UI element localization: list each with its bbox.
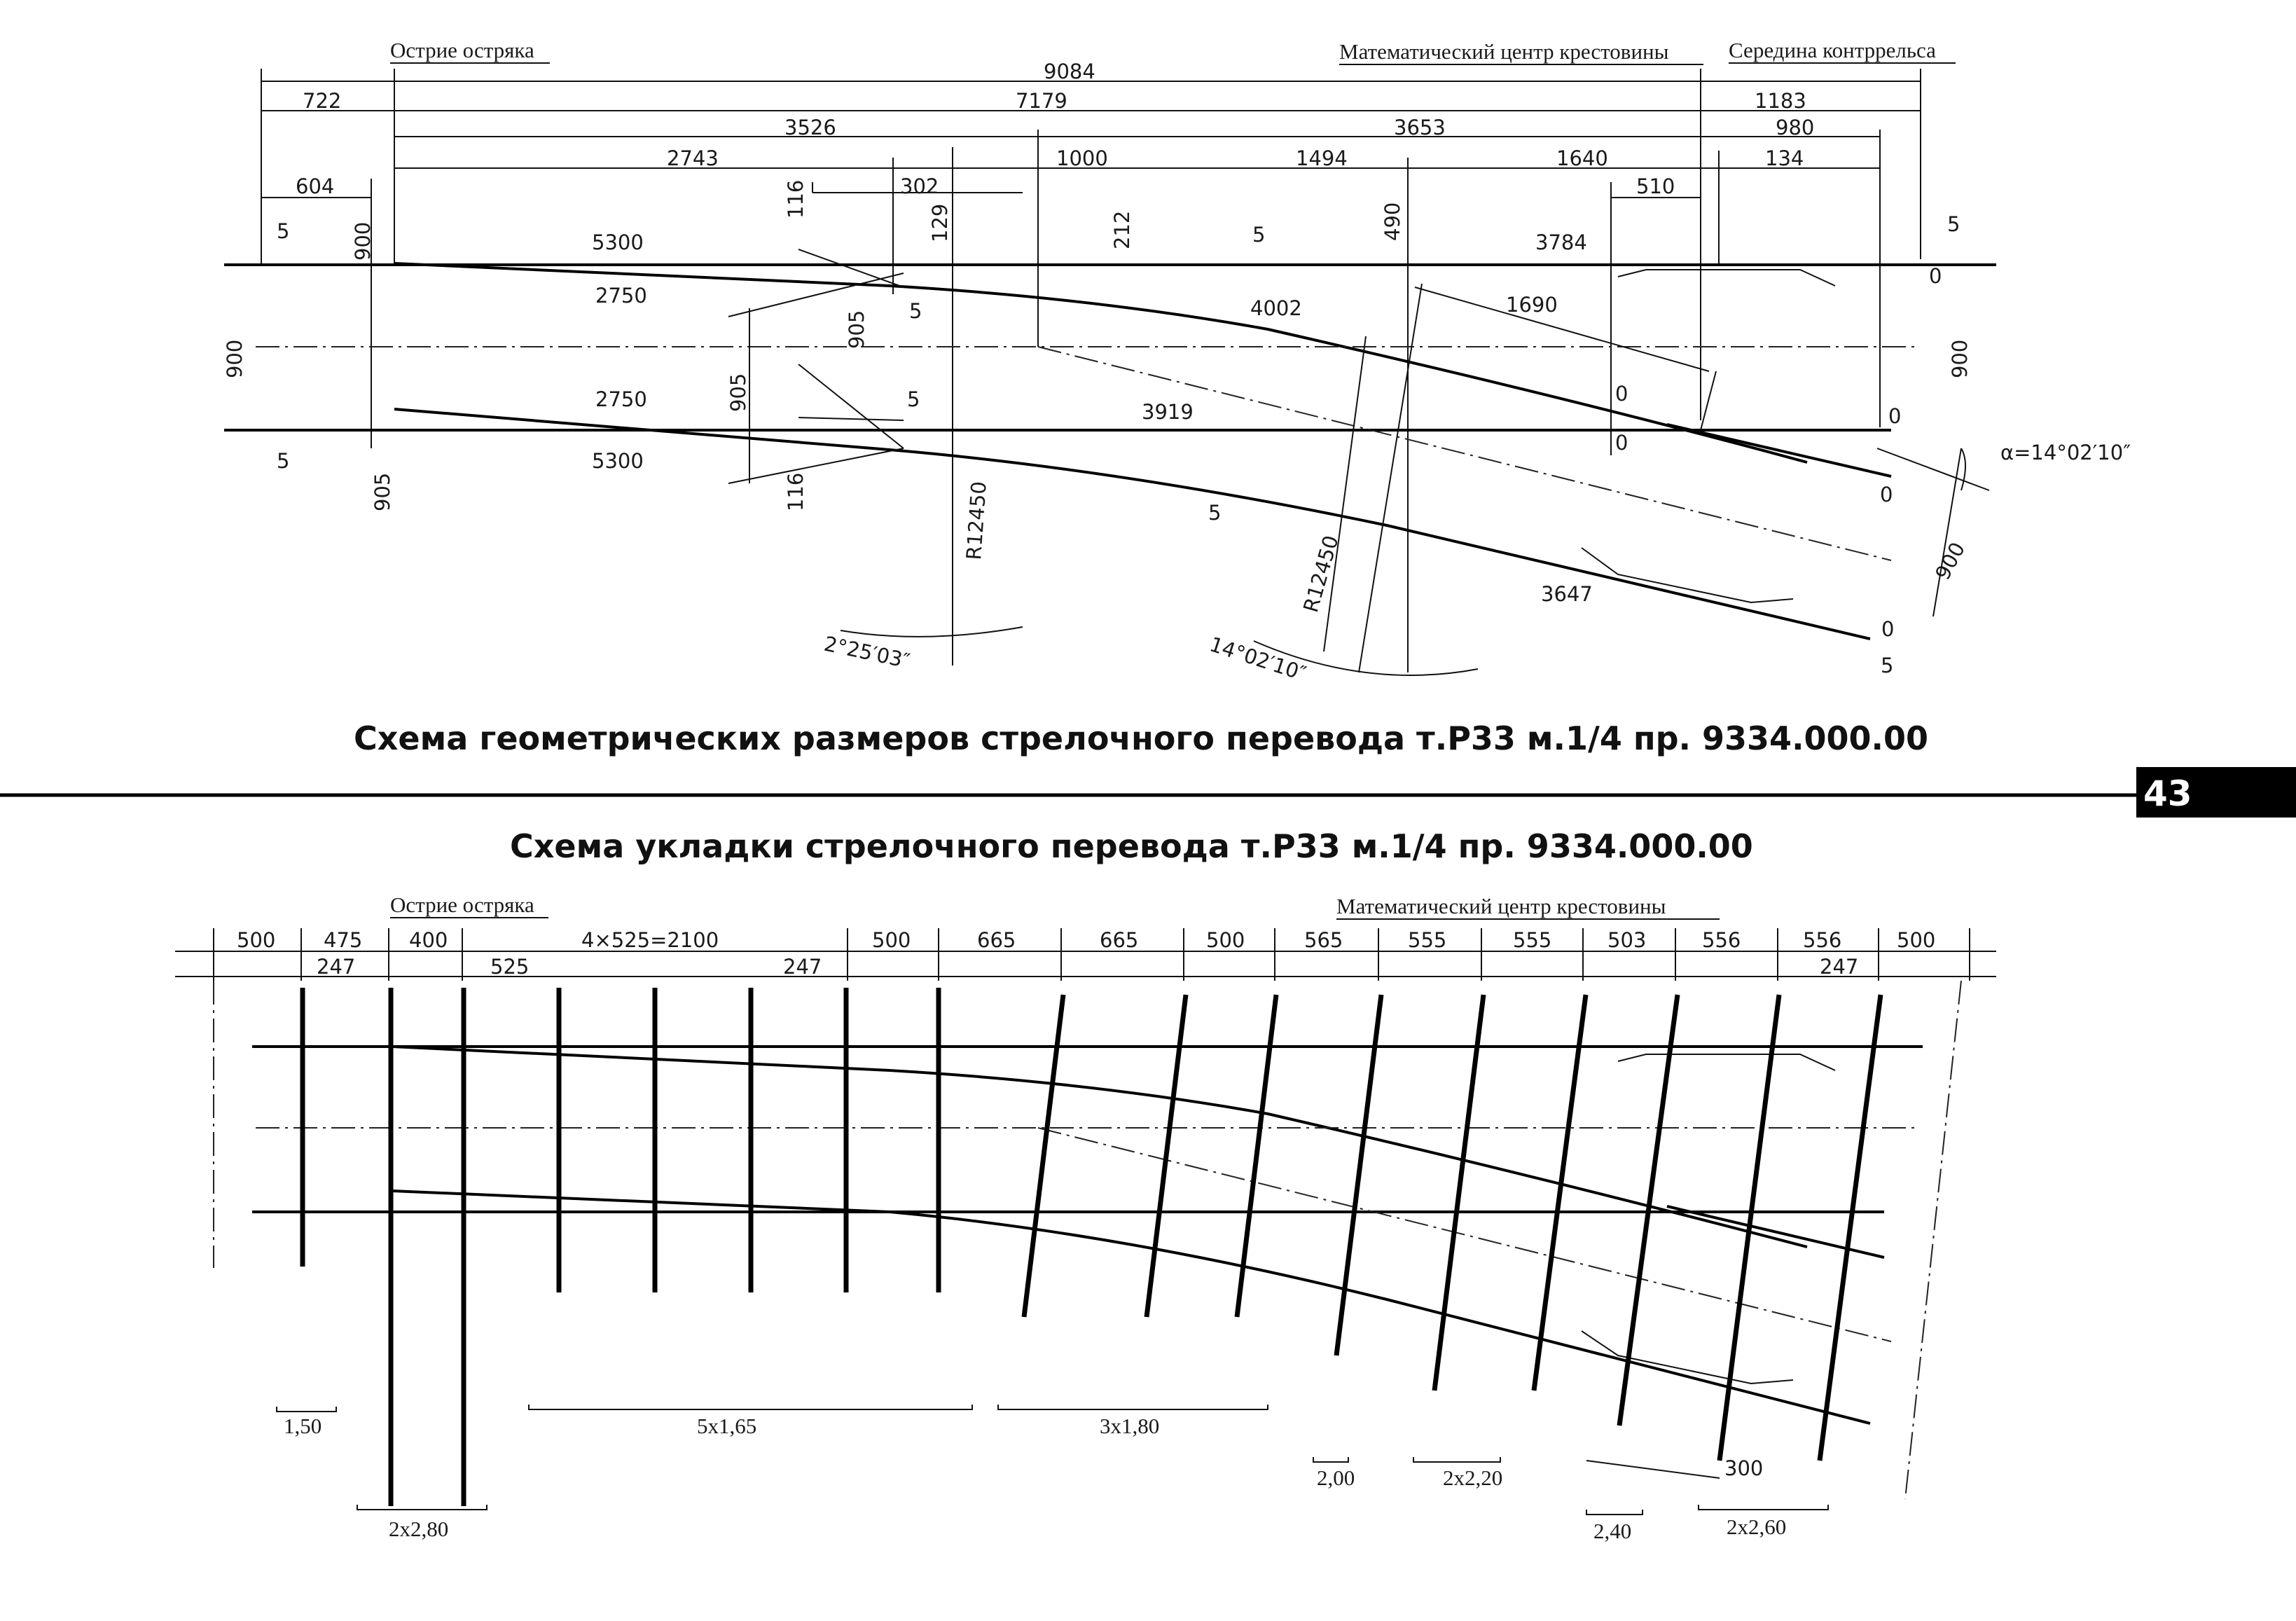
- svg-text:665: 665: [1100, 928, 1139, 952]
- svg-text:500: 500: [1897, 928, 1936, 952]
- svg-text:247: 247: [1820, 955, 1859, 979]
- svg-text:556: 556: [1702, 928, 1741, 952]
- svg-text:0: 0: [1615, 431, 1628, 455]
- svg-text:302: 302: [900, 174, 939, 198]
- rails-layout: [252, 1047, 1923, 1423]
- svg-text:247: 247: [317, 955, 356, 979]
- svg-text:R12450: R12450: [1299, 532, 1343, 615]
- label-switch-point-2: Острие остряка: [390, 892, 534, 917]
- svg-text:0: 0: [1888, 404, 1902, 428]
- svg-text:2750: 2750: [595, 387, 647, 411]
- svg-text:5: 5: [277, 449, 290, 473]
- svg-text:555: 555: [1408, 928, 1447, 952]
- svg-text:5: 5: [909, 299, 922, 323]
- svg-text:5: 5: [1881, 654, 1894, 677]
- svg-text:1183: 1183: [1755, 89, 1806, 113]
- sleeper: [1534, 995, 1586, 1391]
- svg-text:1640: 1640: [1556, 146, 1608, 170]
- svg-text:5: 5: [1947, 212, 1960, 236]
- sleeper: [1336, 995, 1381, 1356]
- svg-text:9084: 9084: [1044, 60, 1095, 83]
- svg-text:565: 565: [1304, 928, 1343, 952]
- svg-text:556: 556: [1803, 928, 1842, 952]
- svg-text:3526: 3526: [784, 116, 836, 139]
- sleepers: [303, 988, 1881, 1506]
- svg-text:905: 905: [371, 472, 394, 511]
- sleeper-group-brackets: [277, 1405, 1828, 1515]
- svg-text:5300: 5300: [592, 230, 644, 254]
- sleeper: [1434, 995, 1484, 1391]
- title-geometry: Схема геометрических размеров стрелочного перевода т.Р33 м.1/4 пр. 9334.000.00: [354, 719, 1929, 757]
- svg-text:3784: 3784: [1535, 230, 1587, 254]
- dimension-texts: [223, 60, 2131, 686]
- svg-text:503: 503: [1607, 928, 1647, 952]
- svg-text:905: 905: [726, 373, 750, 412]
- label-frog-center-2: Математический центр крестовины: [1336, 894, 1666, 918]
- svg-text:5: 5: [277, 219, 290, 243]
- svg-text:247: 247: [783, 955, 822, 979]
- svg-text:2x2,60: 2x2,60: [1727, 1515, 1787, 1539]
- svg-text:1000: 1000: [1056, 146, 1108, 170]
- geometry-diagram: [223, 38, 2131, 757]
- label-switch-point: Острие остряка: [390, 38, 534, 62]
- svg-text:1,50: 1,50: [284, 1414, 322, 1438]
- svg-text:5: 5: [1208, 501, 1222, 525]
- axis-diverging: [1038, 347, 1891, 560]
- svg-text:525: 525: [490, 955, 530, 979]
- svg-text:116: 116: [784, 472, 808, 511]
- svg-text:R12450: R12450: [962, 480, 991, 561]
- svg-text:490: 490: [1381, 202, 1404, 241]
- svg-text:0: 0: [1881, 617, 1895, 641]
- rails: [224, 263, 1996, 639]
- svg-text:1494: 1494: [1296, 146, 1348, 170]
- svg-text:4×525=2100: 4×525=2100: [581, 928, 719, 952]
- title-layout: Схема укладки стрелочного перевода т.Р33 м.1/4 пр. 9334.000.00: [510, 827, 1753, 865]
- svg-text:129: 129: [928, 203, 952, 242]
- svg-text:500: 500: [1206, 928, 1245, 952]
- svg-text:0: 0: [1929, 264, 1942, 288]
- svg-text:2x2,20: 2x2,20: [1443, 1465, 1503, 1490]
- svg-text:2°25′03″: 2°25′03″: [822, 631, 913, 673]
- svg-text:α=14°02′10″: α=14°02′10″: [2000, 441, 2131, 464]
- svg-text:722: 722: [303, 89, 342, 113]
- svg-text:2x2,80: 2x2,80: [389, 1517, 449, 1541]
- svg-text:2,40: 2,40: [1593, 1519, 1632, 1543]
- svg-text:665: 665: [977, 928, 1016, 952]
- svg-text:555: 555: [1513, 928, 1552, 952]
- spacing-texts: [237, 928, 1935, 979]
- svg-text:4002: 4002: [1250, 296, 1302, 320]
- svg-text:604: 604: [296, 174, 335, 198]
- layout-diagram: [175, 827, 1996, 1543]
- svg-text:900: 900: [1930, 538, 1970, 584]
- svg-text:510: 510: [1636, 174, 1675, 198]
- svg-text:116: 116: [784, 179, 808, 219]
- svg-text:5300: 5300: [592, 449, 644, 473]
- svg-text:1690: 1690: [1506, 293, 1558, 317]
- label-guard-rail-middle: Середина контррельса: [1729, 38, 1936, 62]
- svg-text:5: 5: [1252, 223, 1266, 247]
- svg-text:400: 400: [409, 928, 448, 952]
- sleeper: [1024, 995, 1063, 1317]
- svg-text:5: 5: [907, 387, 920, 411]
- svg-text:212: 212: [1110, 210, 1134, 249]
- page-number: 43: [2143, 773, 2192, 814]
- sleeper-group-labels: [284, 1414, 1786, 1543]
- svg-text:900: 900: [351, 221, 375, 261]
- svg-text:2743: 2743: [667, 146, 719, 170]
- svg-text:900: 900: [223, 339, 247, 378]
- svg-text:134: 134: [1765, 146, 1804, 170]
- sleeper: [1820, 995, 1881, 1461]
- svg-text:3x1,80: 3x1,80: [1100, 1414, 1160, 1438]
- svg-text:3647: 3647: [1541, 582, 1593, 606]
- svg-text:900: 900: [1948, 339, 1972, 378]
- svg-text:980: 980: [1776, 116, 1815, 139]
- svg-text:3919: 3919: [1142, 400, 1194, 424]
- svg-text:905: 905: [845, 310, 869, 349]
- svg-text:300: 300: [1724, 1456, 1764, 1480]
- svg-text:0: 0: [1880, 483, 1893, 506]
- svg-text:0: 0: [1615, 382, 1628, 406]
- svg-text:500: 500: [237, 928, 276, 952]
- svg-text:500: 500: [872, 928, 911, 952]
- svg-text:14°02′10″: 14°02′10″: [1206, 632, 1309, 686]
- svg-text:2750: 2750: [595, 284, 647, 308]
- svg-text:3653: 3653: [1394, 116, 1446, 139]
- svg-text:7179: 7179: [1016, 89, 1067, 113]
- svg-text:2,00: 2,00: [1317, 1465, 1355, 1490]
- svg-text:475: 475: [324, 928, 363, 952]
- svg-text:5x1,65: 5x1,65: [697, 1414, 757, 1438]
- label-frog-center: Математический центр крестовины: [1339, 39, 1669, 64]
